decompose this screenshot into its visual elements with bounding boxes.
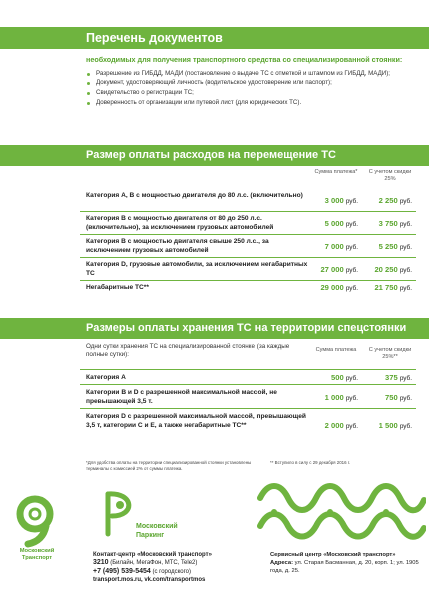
decorative-wave-pattern [256,478,426,544]
table-row [80,409,416,445]
row-discount: 1 500 руб. [378,421,412,430]
documents-subtitle: необходимых для получения транспортного средства со специализированной стоянки: [86,55,403,64]
table-header [80,343,416,370]
table-row [80,212,416,235]
storage-fees-table [80,343,416,445]
row-label: Категория В с мощностью двигателя от 80 до 250 л.с. (включительно), за исключением грузовых автомобилей [86,215,274,231]
contact-websites-link[interactable]: transport.mos.ru, vk.com/transportmos [93,577,206,583]
row-sum: 500 руб. [331,373,358,382]
row-label: Категории В и D с разрешенной максимальной массой, не превышающей 3,5 т. [86,389,277,405]
row-label: Категория D с разрешенной максимальной массой, превышающей 3,5 т, категории С и Е, а также негабаритные ТС** [86,413,306,429]
row-label: Категория D, грузовые автомобили, за исключением негабаритных ТС [86,261,308,277]
documents-header [0,27,429,49]
row-sum: 29 000 руб. [320,283,358,292]
row-sum: 2 000 руб. [324,421,358,430]
contact-center-title: Контакт-центр «Московский транспорт» [93,552,212,558]
contact-phone-city [93,568,258,577]
row-sum: 5 000 руб. [324,219,358,228]
transport-fees-title: Размер оплаты расходов на перемещение ТС [86,149,336,161]
row-label: Негабаритные ТС** [86,284,149,291]
row-sum: 7 000 руб. [324,242,358,251]
row-sum: 3 000 руб. [324,196,358,205]
moscow-transport-logo-icon [4,486,66,548]
storage-intro: Одни сутки хранения ТС на специализированной стоянке (за каждые полные сутки): [86,343,290,358]
transport-fees-header [0,145,429,166]
address-label: Адреса: [270,560,294,566]
moscow-parking-logo-text: Московский Паркинг [136,523,178,539]
row-discount: 3 750 руб. [378,219,412,228]
list-item: Разрешение из ГИБДД, МАДИ (постановление о выдаче ТС с отметкой и штампом из ГИБДД, МАДИ); [86,70,416,79]
column-header-sum: Сумма платежа [315,347,357,353]
table-row [80,189,416,212]
column-header-sum: Сумма платежа* [314,169,358,175]
contact-phone-short [93,559,258,568]
service-center [270,551,420,575]
documents-section [86,55,416,109]
list-item: Доверенность от организации или путевой лист (для юридических ТС). [86,99,416,108]
phone-city-note: (с городского) [152,568,191,575]
address-text: ул. Старая Басманная, д. 20, корп. 1; ул. 1905 года, д. 25. [270,560,419,574]
moscow-transport-logo-text: Московский Транспорт [19,548,55,561]
list-item: Свидетельство о регистрации ТС; [86,89,416,98]
table-row [80,385,416,409]
row-discount: 5 250 руб. [378,242,412,251]
table-header [80,169,416,189]
table-row [80,370,416,385]
documents-list [86,70,416,108]
row-label: Категория А, В с мощностью двигателя до 80 л.с. (включительно) [86,192,303,199]
contact-center [93,551,258,584]
transport-fees-table [80,169,416,296]
table-row [80,258,416,281]
storage-fees-title: Размеры оплаты хранения ТС на территории спецстоянки [86,322,407,334]
row-discount: 2 250 руб. [378,196,412,205]
table-row [80,235,416,258]
column-header-discount: С учетом скидки 25% [368,169,412,182]
service-center-title: Сервисный центр «Московский транспорт» [270,552,396,558]
table-row [80,281,416,296]
row-label: Категория В с мощностью двигателя свыше 250 л.с., за исключением грузовых автомобилей [86,238,269,254]
storage-fees-header [0,318,429,339]
row-discount: 750 руб. [385,393,412,402]
row-discount: 20 250 руб. [374,265,412,274]
row-sum: 1 000 руб. [324,393,358,402]
documents-title: Перечень документов [86,31,223,45]
list-item: Документ, удостоверяющий личность (водительское удостоверение или паспорт); [86,79,416,88]
service-center-address [270,559,420,575]
footnote-effective-date: ** Вступило в силу с 29 декабря 2016 г. [270,460,351,465]
phone-short[interactable]: 3210 [93,559,109,566]
phone-short-note: (Билайн, МегаФон, МТС, Tele2) [110,560,198,566]
row-sum: 27 000 руб. [320,265,358,274]
phone-city[interactable]: +7 (495) 539-5454 [93,567,151,575]
row-label: Категория А [86,374,126,381]
column-header-discount: С учетом скидки 25%** [368,347,412,360]
row-discount: 21 750 руб. [374,283,412,292]
row-discount: 375 руб. [385,373,412,382]
footnote-commission: *Для удобства оплаты на территории специализированной стоянки установлены терминалы с комиссией 2% от суммы платежа. [86,460,252,471]
